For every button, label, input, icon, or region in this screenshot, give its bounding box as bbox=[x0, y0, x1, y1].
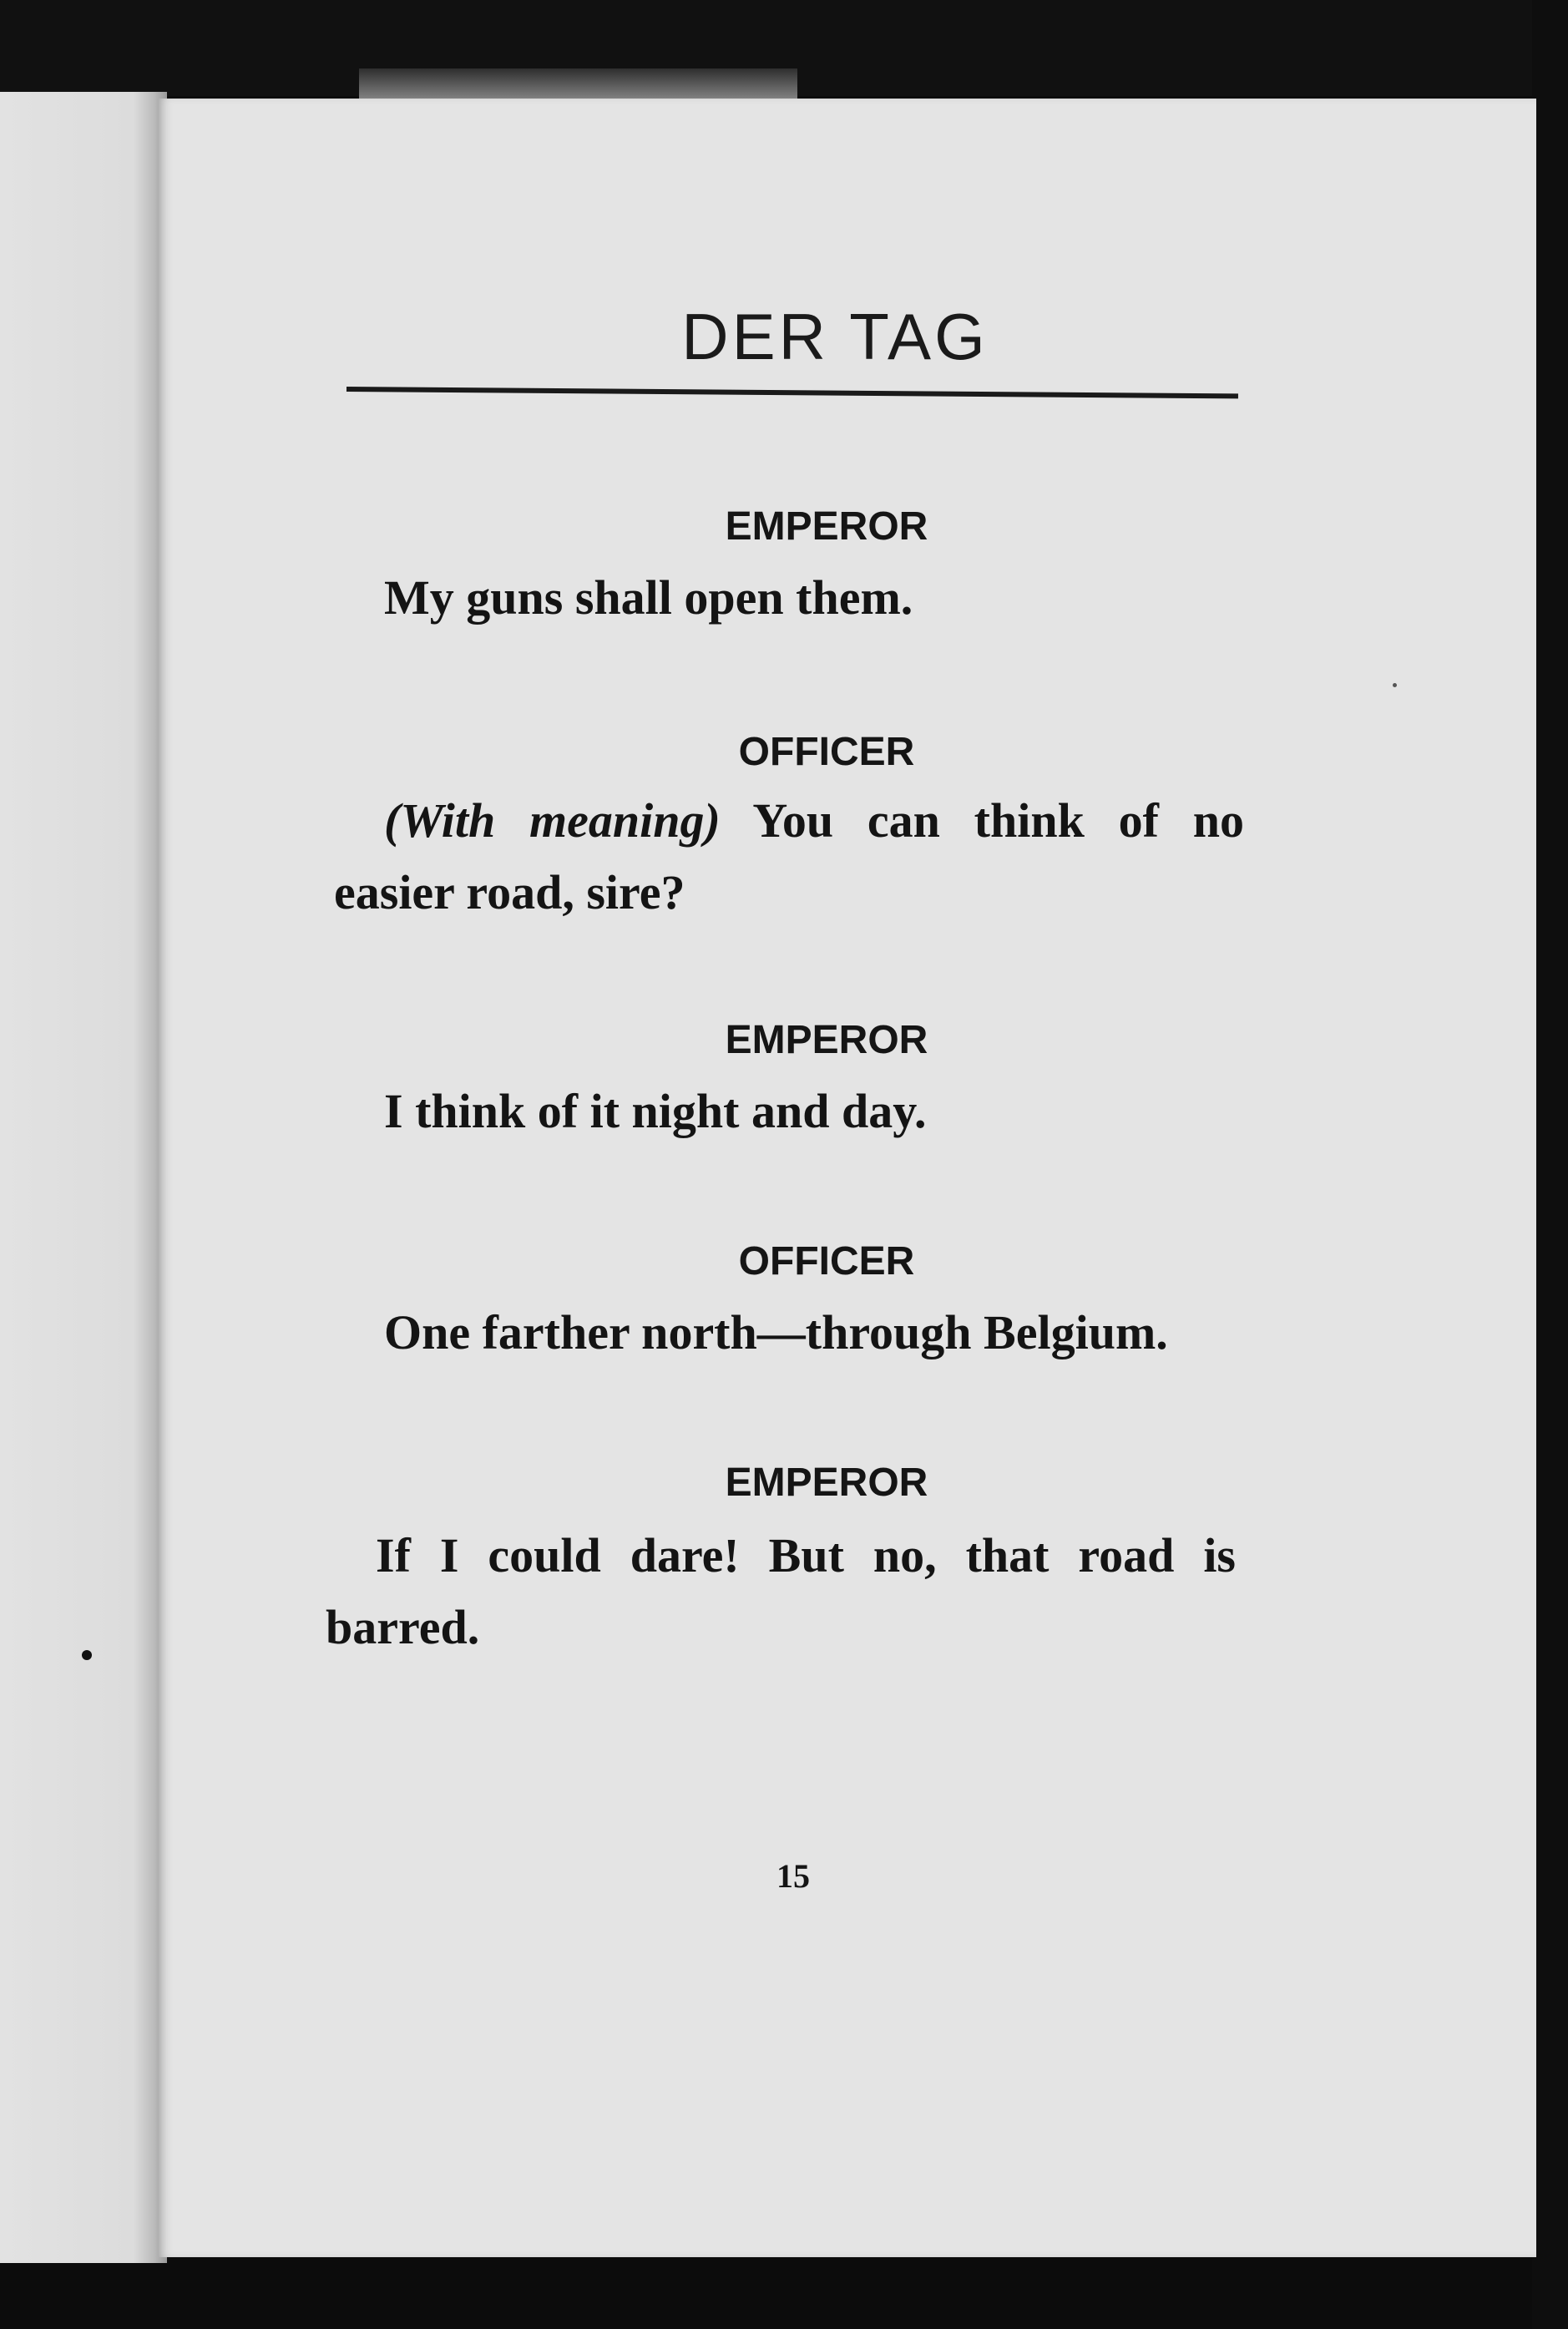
previous-page-edge bbox=[0, 92, 167, 2263]
speaker-label: EMPEROR bbox=[725, 504, 928, 549]
scan-border-strip bbox=[359, 68, 797, 102]
scan-border-right bbox=[1532, 0, 1568, 2329]
stage-direction: (With meaning) bbox=[384, 793, 721, 848]
title-rule bbox=[346, 387, 1238, 398]
speech-line bbox=[334, 562, 1252, 634]
speaker-label: EMPEROR bbox=[725, 1018, 928, 1062]
book-page bbox=[159, 99, 1536, 2257]
speech-line bbox=[334, 785, 1244, 929]
speaker-label: OFFICER bbox=[738, 730, 915, 774]
speech-text: You can think of no easier road, sire? bbox=[334, 793, 1244, 919]
speech-line bbox=[326, 1520, 1236, 1663]
speech-line bbox=[334, 1076, 1252, 1147]
speaker-label: OFFICER bbox=[738, 1239, 915, 1283]
speech-line bbox=[334, 1297, 1252, 1369]
speech-text: My guns shall open them. bbox=[384, 570, 913, 625]
page-number: 15 bbox=[776, 1857, 810, 1895]
page-title: DER TAG bbox=[681, 300, 989, 373]
speech-text: If I could dare! But no, that road is barred. bbox=[326, 1528, 1236, 1654]
speech-text: I think of it night and day. bbox=[384, 1084, 927, 1138]
scan-border-bottom bbox=[0, 2255, 1568, 2329]
speech-text: One farther north—through Belgium. bbox=[384, 1305, 1168, 1359]
ink-speck bbox=[1393, 683, 1397, 687]
speaker-label: EMPEROR bbox=[725, 1461, 928, 1505]
ink-dot bbox=[82, 1650, 92, 1660]
